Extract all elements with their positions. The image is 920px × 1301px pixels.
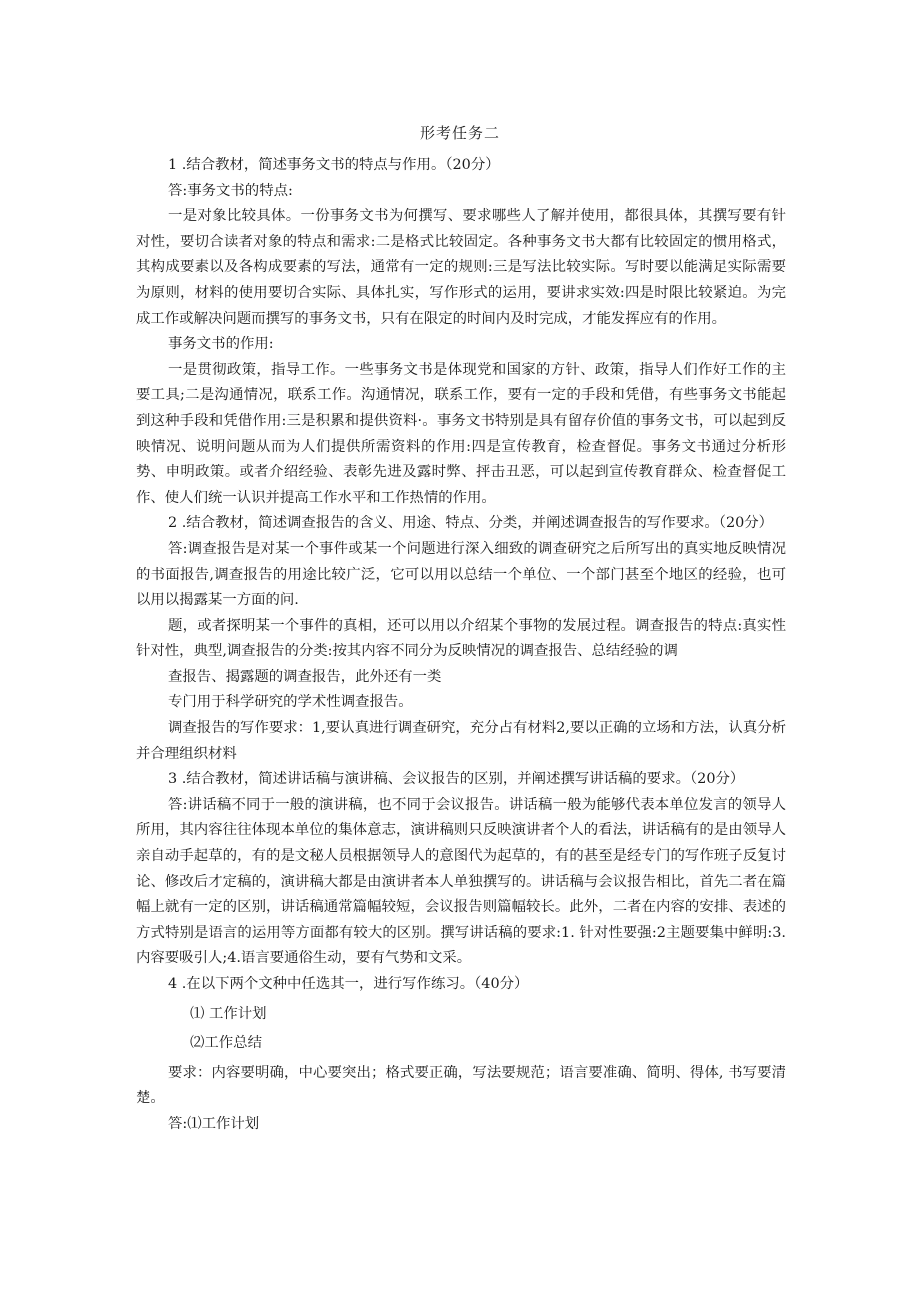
- answer-2-part-4: 专门用于科学研究的学术性调查报告。: [168, 694, 413, 711]
- answer-1-heading: 答:事务文书的特点:: [168, 182, 293, 199]
- answer-1-functions: 一是贯彻政策，指导工作。一些事务文书是体现党和国家的方针、政策，指导人们作好工作的主要工具;二是沟通情况，联系工作。沟通情况，联系工作，要有一定的手段和凭借，有些事务文书能起到这种手段和凭借作用:三是积累和提供资料·。事务文书特别是具有留存价值的事务文书，可以起到反映情况、说明问题从而为人们提供所需资料的作用:四是宣传教育，检查督促。事务文书通过分析形势、申明政策。或者介绍经验、表彰先进及露时弊、抨击丑恶，可以起到宣传教育群众、检查督促工作、使人们统一认识并提高工作水平和工作热情的作用。: [136, 361, 786, 506]
- document-body: [136, 153, 786, 1138]
- question-3: 3 .结合教材，简述讲话稿与演讲稿、会议报告的区别，并阐述撰写讲话稿的要求。（20分）: [168, 771, 745, 788]
- page-title: 形考任务二: [419, 124, 500, 142]
- answer-1-functions-heading: 事务文书的作用:: [168, 336, 274, 353]
- requirements: 要求：内容要明确，中心要突出；格式要正确，写法要规范；语言要准确、简明、得体, 书写要清楚。: [136, 1064, 786, 1107]
- answer-2-requirements: 调查报告的写作要求：1,要认真进行调查研究，充分占有材料2,要以正确的立场和方法，认真分析并合理组织材料: [136, 720, 786, 762]
- question-1: 1 .结合教材，简述事务文书的特点与作用。（20分）: [168, 157, 500, 173]
- answer-2-part-3: 查报告、揭露题的调查报告，此外还有一类: [168, 668, 442, 685]
- answer-4-heading: 答:⑴工作计划: [168, 1115, 260, 1132]
- answer-3: 答:讲话稿不同于一般的演讲稿，也不同于会议报告。讲话稿一般为能够代表本单位发言的领导人所用，其内容往往体现本单位的集体意志，演讲稿则只反映演讲者个人的看法，讲话稿有的是由领导人亲自动手起草的，有的是文秘人员根据领导人的意图代为起草的，有的甚至是经专门的写作班子反复讨论、修改后才定稿的，演讲稿大都是由演讲者本人单独撰写的。讲话稿与会议报告相比，首先二者在篇幅上就有一定的区别，讲话稿通常篇幅较短，会议报告则篇幅较长。此外，二者在内容的安排、表述的方式特别是语言的运用等方面都有较大的区别。撰写讲话稿的要求:1. 针对性要强:2主题要集中鲜明:3. 内容要吸引人;4.语言要通俗生动，要有气势和文采。: [136, 796, 786, 967]
- question-4: 4 .在以下两个文种中任选其一，进行写作练习。（40分）: [168, 976, 529, 992]
- answer-1-features: 一是对象比较具体。一份事务文书为何撰写、要求哪些人了解并使用，都很具体，其撰写要有针对性，要切合读者对象的特点和需求:二是格式比较固定。各种事务文书大都有比较固定的惯用格式，其构成要素以及各构成要素的写法，通常有一定的规则:三是写法比较实际。写时要以能满足实际需要为原则，材料的使用要切合实际、具体扎实，写作形式的运用，要讲求实效:四是时限比较紧迫。为完成工作或解决问题而撰写的事务文书，只有在限定的时间内及时完成，才能发挥应有的作用。: [136, 208, 786, 327]
- answer-2-part-1: 答:调查报告是对某一个事件或某一个问题进行深入细致的调查研究之后所写出的真实地反映情况的书面报告,调查报告的用途比较广泛，它可以用以总结一个单位、一个部门甚至个地区的经验，也可以用以揭露某一方面的问.: [136, 540, 786, 609]
- option-work-summary: ⑵工作总结: [190, 1035, 262, 1052]
- question-2: 2 .结合教材，简述调查报告的含义、用途、特点、分类，并阐述调查报告的写作要求。（20分）: [168, 515, 774, 532]
- answer-2-part-2: 题，或者探明某一个事件的真相，还可以用以介绍某个事物的发展过程。调查报告的特点:真实性针对性，典型,调查报告的分类:按其内容不同分为反映情况的调查报告、总结经验的调: [136, 617, 786, 660]
- option-work-plan: ⑴ 工作计划: [190, 1005, 267, 1022]
